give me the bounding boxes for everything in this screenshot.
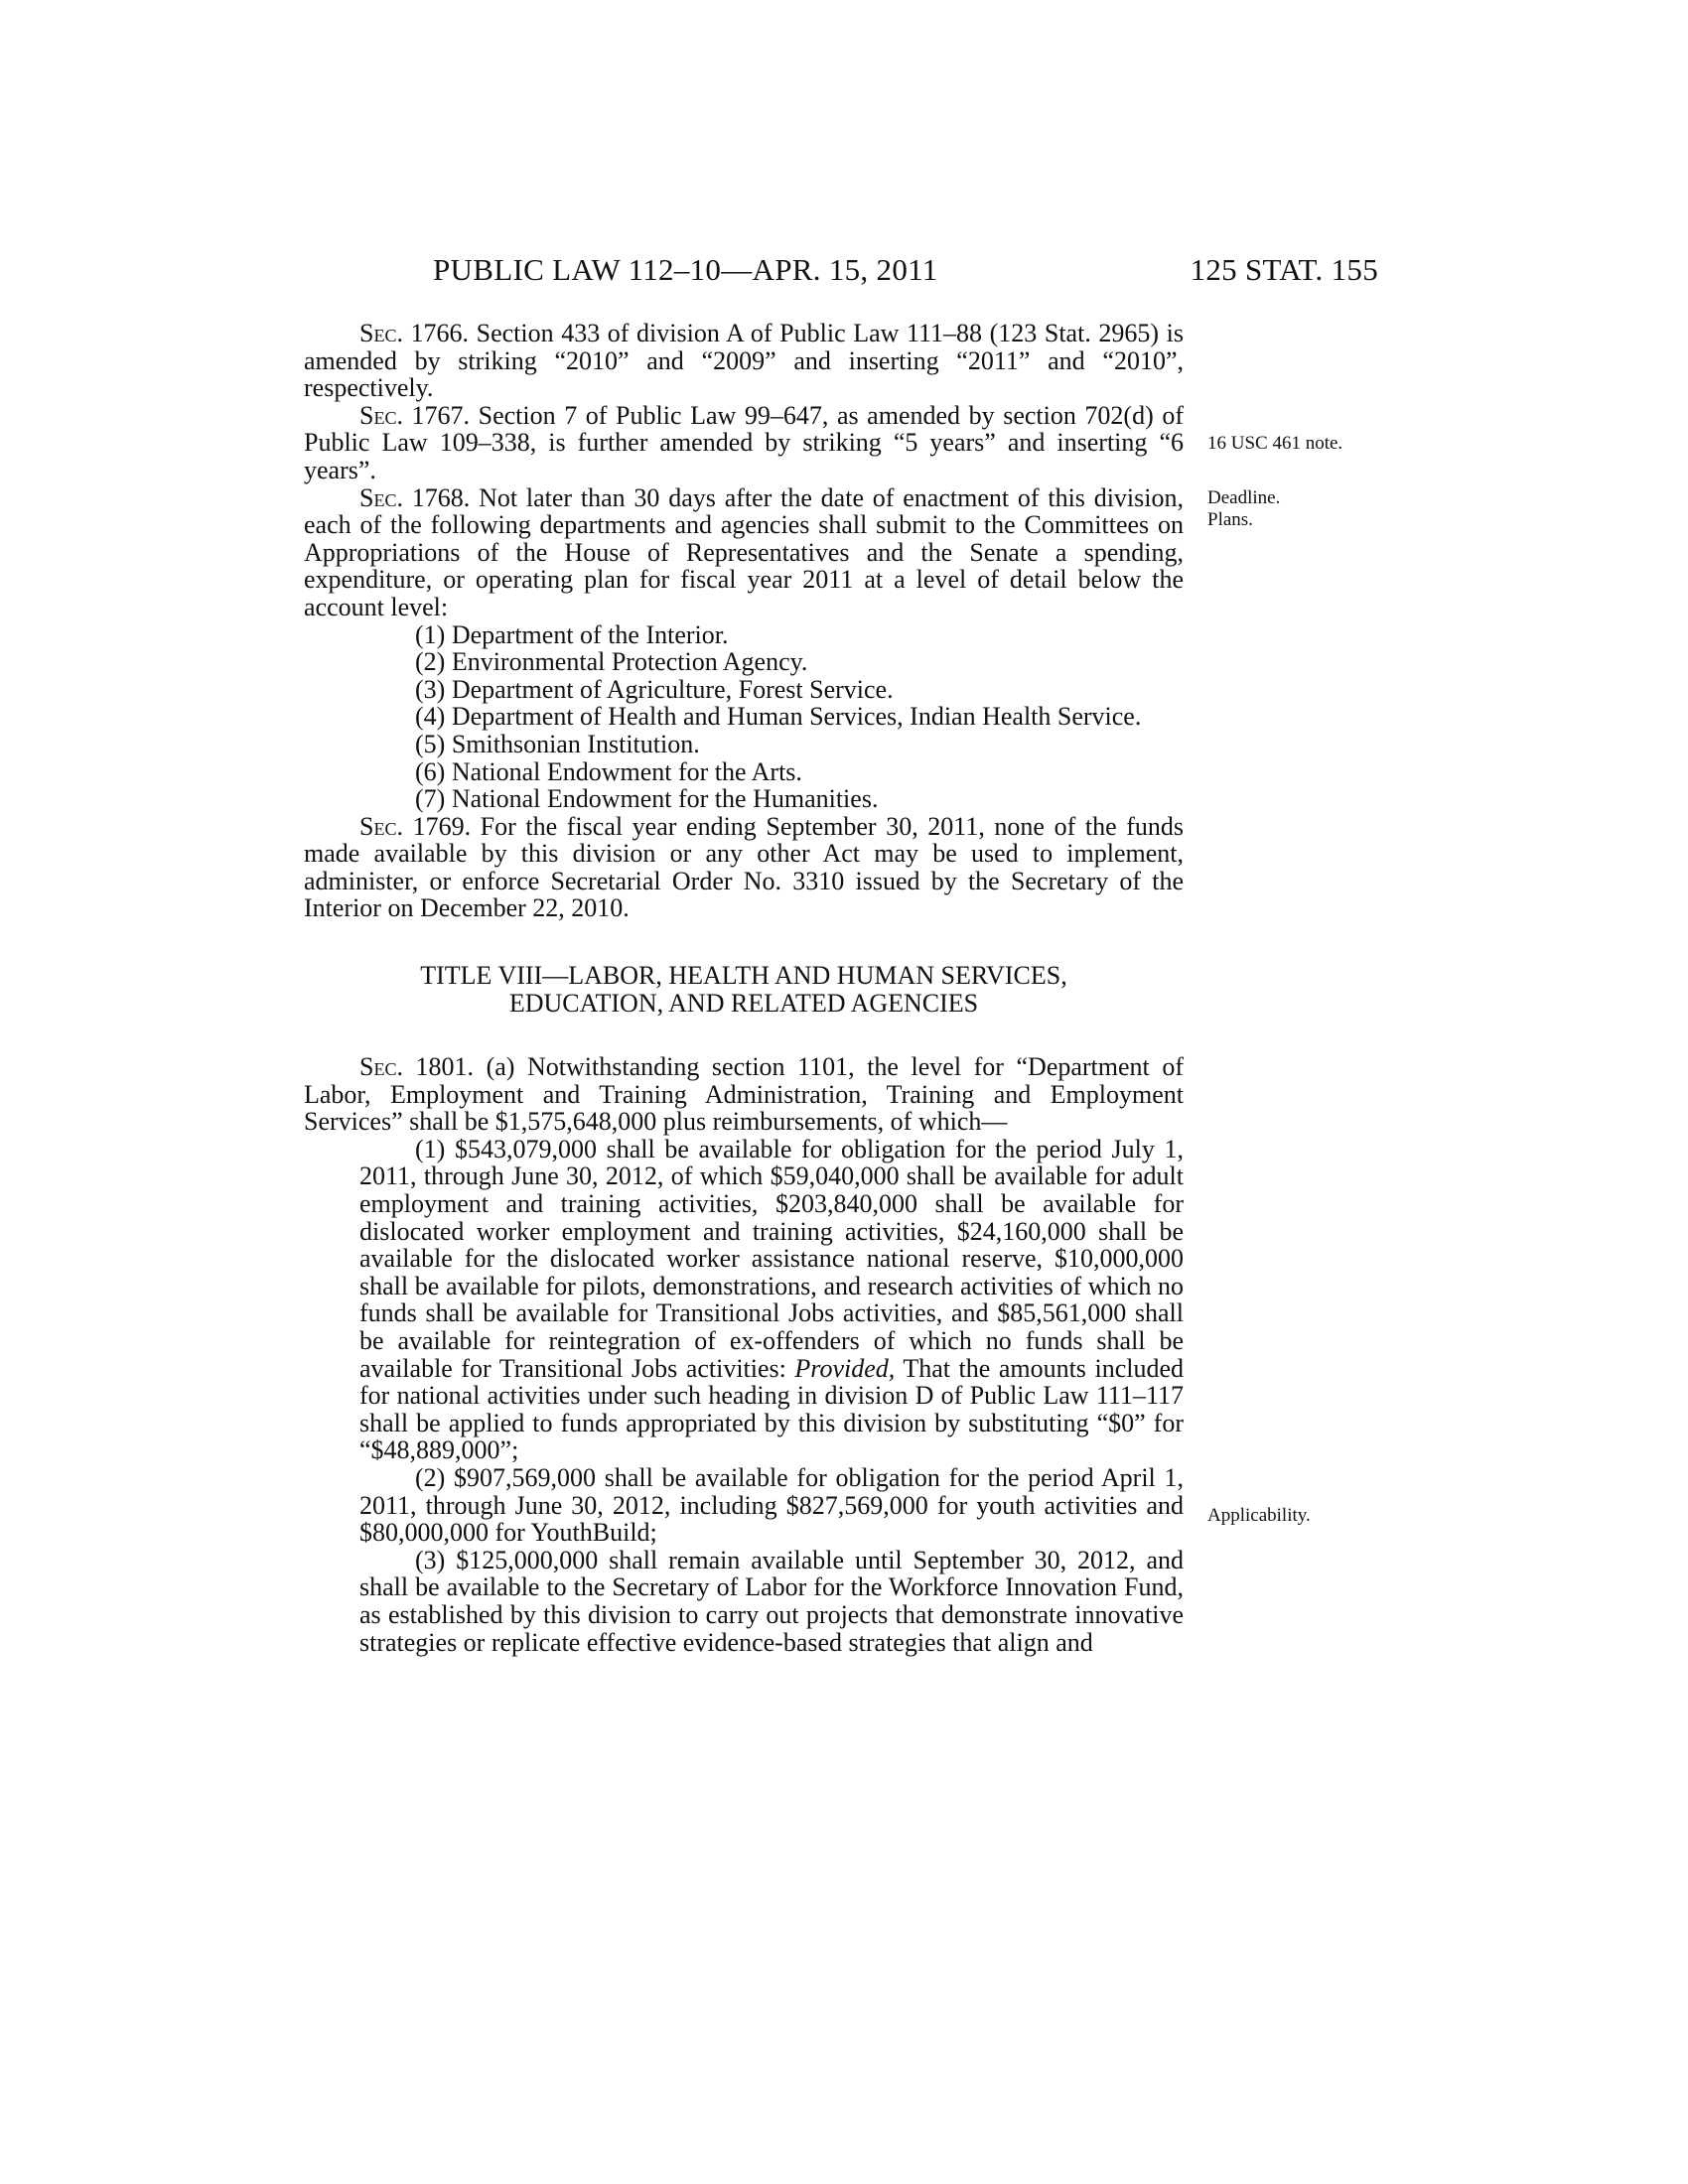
list-item: (5) Smithsonian Institution. [415, 729, 700, 758]
section-1767 [304, 402, 1184, 484]
provided-term: Provided, [794, 1353, 896, 1383]
list-item: (1) Department of the Interior. [415, 619, 729, 649]
list-item: (2) Environmental Protection Agency. [415, 647, 808, 677]
section-text: 1768. Not later than 30 days after the date of enactment of this division, each of the following departments and agencies shall submit to the Committees on Appropriations of the House of Representatives and the Senate a spending, expenditure, or operating plan for fiscal year 2011 at a level of detail below the account level: [304, 482, 1184, 621]
paragraph-text: That the amounts included for national activities under such heading in division D of Public Law 111–117 shall be applied to funds appropriated by this division by substituting “$0” for “$48,889,000”; [359, 1353, 1184, 1465]
list-item: (7) National Endowment for the Humanities. [415, 784, 879, 814]
sec-label: Sec. [359, 1052, 403, 1082]
statute-page-number: 125 STAT. 155 [1190, 252, 1378, 287]
list-item: (6) National Endowment for the Arts. [415, 756, 802, 786]
margin-note-plans: Plans. [1207, 509, 1253, 530]
list-item: (4) Department of Health and Human Services, Indian Health Service. [415, 702, 1142, 732]
title-heading [304, 962, 1184, 1018]
paragraph-2: (2) $907,569,000 shall be available for obligation for the period April 1, 2011, through June 30, 2012, including $827,569,000 for youth activities and $80,000,000 for YouthBuild; [359, 1462, 1184, 1548]
sec-label: Sec. [359, 482, 403, 512]
margin-note-deadline: Deadline. [1207, 487, 1281, 508]
section-1766 [304, 320, 1184, 402]
paragraph-text: (1) $543,079,000 shall be available for obligation for the period July 1, 2011, through June 30, 2012, of which $59,040,000 shall be available for adult employment and training activities, $203,840,000 shall be available for dislocated worker employment and training activities, $24,160,000 shall be available for the dislocated worker assistance national reserve, $10,000,000 shall be available for pilots, demonstrations, and research activities of which no funds shall be available for Transitional Jobs activities, and $85,561,000 shall be available for reintegration of ex-offenders of which no funds shall be available for Transitional Jobs activities: [359, 1134, 1184, 1383]
section-1801 [304, 1053, 1184, 1136]
section-text: 1769. For the fiscal year ending September 30, 2011, none of the funds made available by this division or any other Act may be used to implement, administer, or enforce Secretarial Order No. 3310 issued by the Secretary of the Interior on December 22, 2010. [304, 811, 1184, 923]
margin-note-usc: 16 USC 461 note. [1207, 433, 1343, 454]
running-title: PUBLIC LAW 112–10—APR. 15, 2011 [433, 252, 938, 287]
section-text: 1767. Section 7 of Public Law 99–647, as amended by section 702(d) of Public Law 109–338, is further amended by striking “5 years” and inserting “6 years”. [304, 400, 1184, 484]
page-header [0, 252, 1688, 292]
title-heading-line: TITLE VIII—LABOR, HEALTH AND HUMAN SERVICES, [420, 961, 1067, 991]
paragraph-3: (3) $125,000,000 shall remain available until September 30, 2012, and shall be available to the Secretary of Labor for the Workforce Innovation Fund, as established by this division to carry out projects that demonstrate innovative strategies or replicate effective evidence-based strategies that align and [359, 1545, 1184, 1657]
section-1769 [304, 813, 1184, 922]
section-text: 1801. (a) Notwithstanding section 1101, the level for “Department of Labor, Employment and Training Administration, Training and Employment Services” shall be $1,575,648,000 plus reimbursements, of which— [304, 1052, 1184, 1137]
sec-label: Sec. [359, 319, 403, 347]
body-text [304, 320, 1184, 1656]
list-item: (3) Department of Agriculture, Forest Service. [415, 674, 894, 704]
title-heading-line: EDUCATION, AND RELATED AGENCIES [508, 989, 979, 1019]
paragraph-1 [304, 1136, 1184, 1464]
section-text: 1766. Section 433 of division A of Public Law 111–88 (123 Stat. 2965) is amended by striking “2010” and “2009” and inserting “2011” and “2010”, respectively. [304, 319, 1184, 403]
margin-note-applicability: Applicability. [1207, 1505, 1311, 1526]
section-1768 [304, 484, 1184, 621]
sec-label: Sec. [359, 811, 403, 841]
sec-label: Sec. [359, 400, 403, 430]
